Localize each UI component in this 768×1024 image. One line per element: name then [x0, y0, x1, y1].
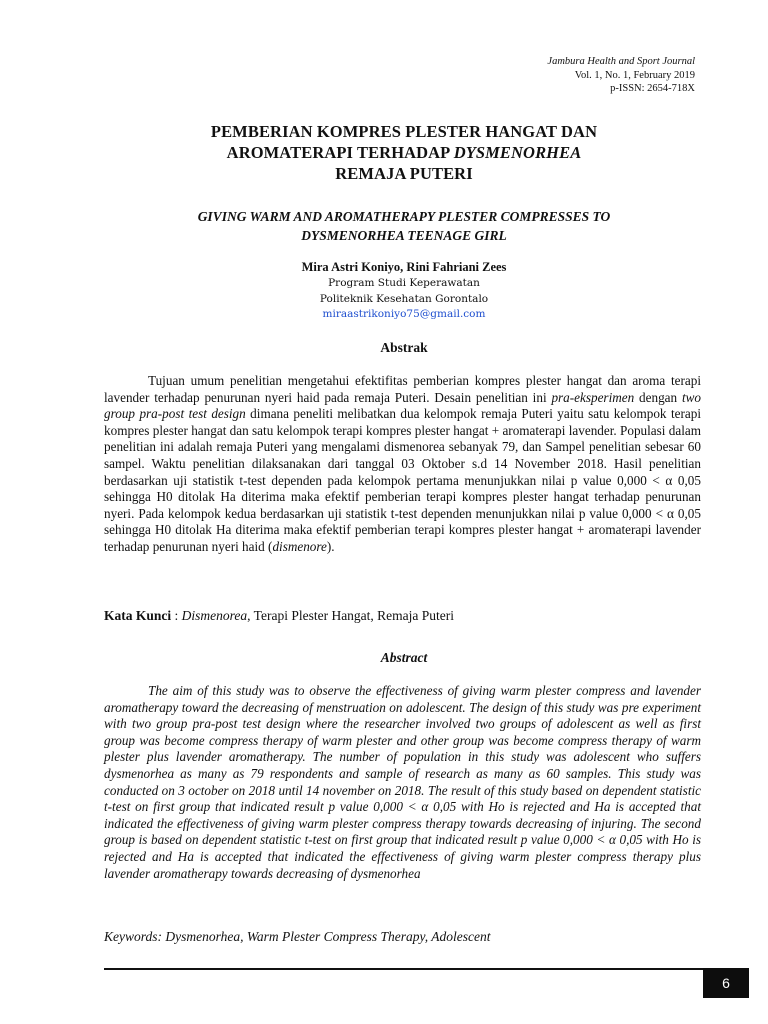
affiliation-program: Program Studi Keperawatan	[328, 277, 480, 289]
abstrak-design-italic: pra-eksperimen	[551, 389, 635, 405]
page-number: 6	[703, 968, 749, 998]
kata-kunci-rest: , Terapi Plester Hangat, Remaja Puteri	[247, 608, 455, 623]
abstrak-text-4: ).	[326, 538, 335, 554]
affiliation	[104, 276, 704, 323]
abstrak-paragraph	[104, 373, 701, 556]
abstrak-text-2: dengan	[634, 389, 682, 405]
english-title-line-2: DYSMENORHEA TEENAGE GIRL	[301, 228, 507, 243]
journal-volume: Vol. 1, No. 1, February 2019	[574, 69, 695, 81]
title-line-2-text: AROMATERAPI TERHADAP	[226, 143, 454, 162]
authors: Mira Astri Koniyo, Rini Fahriani Zees	[301, 260, 507, 274]
paper-title	[104, 121, 704, 184]
abstract-paragraph	[104, 683, 701, 882]
kata-kunci-term-1: Dismenorea	[181, 608, 248, 623]
abstrak-text-3: dimana peneliti melibatkan dua kelompok remaja Puteri yaitu satu kelompok terapi kompres plester hangat dan satu kelompok terapi kompres plester hangat + aromaterapi lavender. Populasi dalam penelitian ini adalah remaja Puteri yang mengalami dismenorea sebanyak 79, dan Sampel penelitian sebesar 60 sampel. Waktu penelitian dilaksanakan dari tanggal 03 Oktober s.d 14 November 2018. Hasil penelitian berdasarkan uji statistik t-test dependen pada kelompok pertama menunjukkan nilai p value 0,000 < α 0,05 sehingga H0 ditolak Ha diterima maka efektif pemberian terapi kompres plester hangat terhadap penurunan nyeri. Pada kelompok kedua berdasarkan uji statistik t-test dependen menunjukkan nilai p value 0,000 < α 0,05 sehingga H0 ditolak Ha diterima maka efektif pemberian terapi kompres plester hangat + aromaterapi lavender terhadap penurunan nyeri haid (	[104, 406, 701, 554]
affiliation-institution: Politeknik Kesehatan Gorontalo	[319, 292, 489, 305]
english-title	[104, 207, 704, 245]
abstrak-heading: Abstrak	[380, 340, 428, 355]
keywords: Keywords: Dysmenorhea, Warm Plester Compress Therapy, Adolescent	[104, 929, 491, 944]
title-line-2-italic: DYSMENORHEA	[453, 143, 582, 162]
title-line-2	[104, 142, 704, 163]
english-title-line-1: GIVING WARM AND AROMATHERAPY PLESTER COMPRESSES TO	[197, 209, 611, 224]
abstrak-text-1: Tujuan umum penelitian mengetahui efektifitas pemberian kompres plester hangat dan aroma terapi lavender terhadap penurunan nyeri haid pada remaja Puteri. Desain penelitian ini	[104, 373, 701, 405]
kata-kunci-separator: :	[171, 608, 182, 623]
journal-issn: p-ISSN: 2654-718X	[610, 83, 695, 94]
footer-rule	[104, 968, 703, 970]
abstract-heading: Abstract	[380, 650, 428, 665]
title-line-1: PEMBERIAN KOMPRES PLESTER HANGAT DAN	[210, 122, 598, 141]
abstrak-group-italic: two group pra-post test design	[104, 389, 701, 422]
abstrak-dismenore-italic: dismenore	[272, 538, 327, 554]
kata-kunci-label: Kata Kunci	[104, 608, 172, 623]
abstract-text: The aim of this study was to observe the effectiveness of giving warm plester compress and lavender aromatherapy toward the decreasing of menstruation on adolescent. The design of this study was pre experiment with two group pra-post test design where the researcher involved two groups of adolescent as well as first group was become compress therapy of warm plester and other group was become compress therapy of warm plester plus lavender aromatherapy. The number of population in this study was adolescent who suffers dysmenorhea as many as 79 respondents and sample of research as many as 60 samples. This study was conducted on 3 october on 2018 until 14 november on 2018. The result of this study based on dependent statistic t-test on first group that indicated result p value 0,000 < α 0,05 with Ho is rejected and Ha is accepted that indicated the effectiveness of giving warm plester compress therapy towards decreasing of injuring. The second group is based on dependent statistic t-test on first group that indicated result p value 0,000 < α 0,05 with Ho is rejected and Ha is accepted that indicated the effectiveness of giving warm plester compress therapy plus lavender aromatherapy towards decreasing of dysmenorhea	[104, 683, 701, 881]
author-email-link[interactable]: miraastrikoniyo75@gmail.com	[322, 308, 486, 320]
journal-header	[547, 55, 695, 96]
journal-name: Jambura Health and Sport Journal	[547, 56, 695, 67]
title-line-3: REMAJA PUTERI	[335, 164, 473, 183]
kata-kunci	[104, 608, 704, 624]
